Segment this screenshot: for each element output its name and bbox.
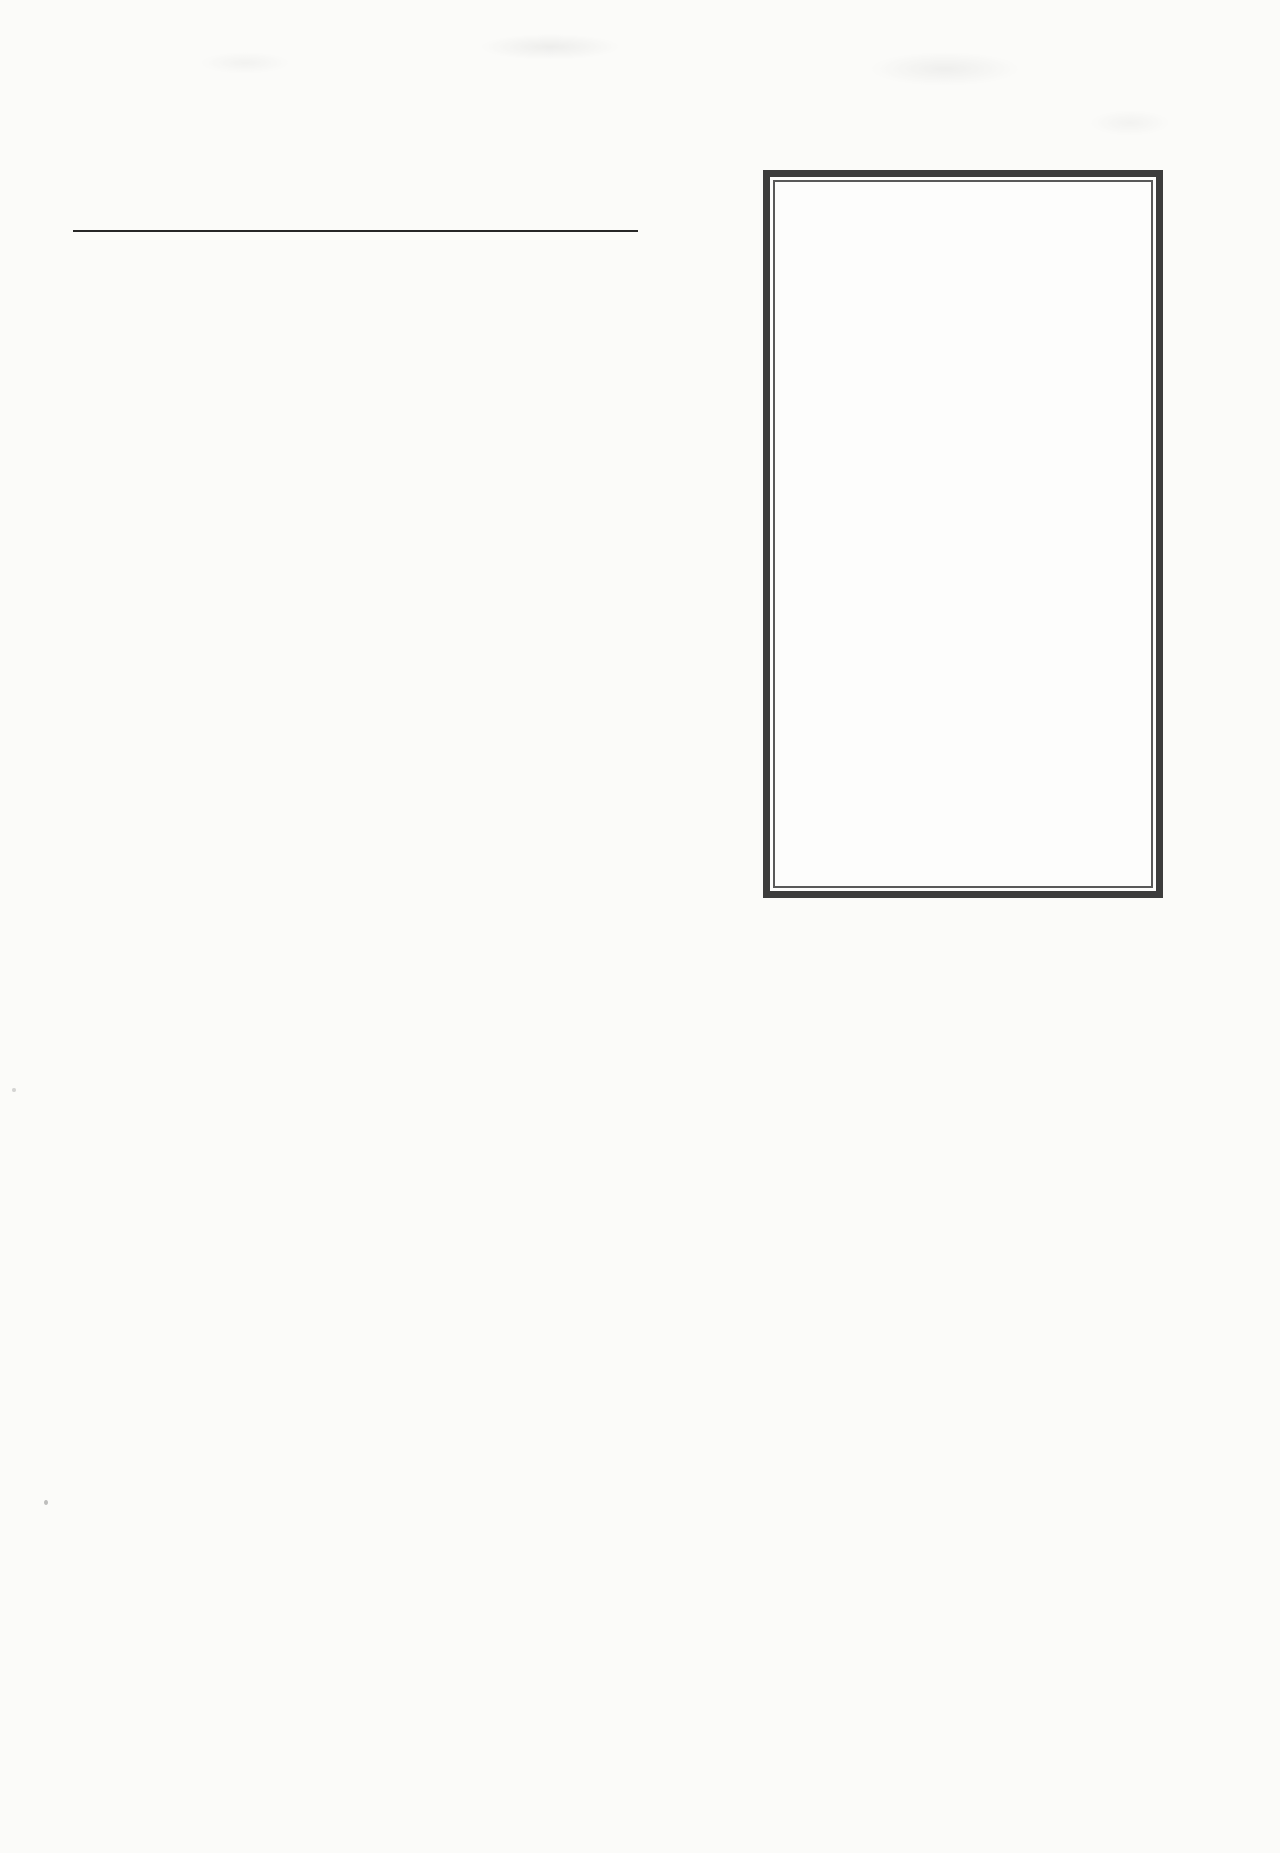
scan-smudge [1090,110,1170,136]
scan-smudge [200,52,290,74]
title-box [763,170,1163,898]
scan-smudge [870,52,1020,86]
scan-smudge [480,34,620,60]
scan-speck [44,1500,48,1505]
title-box-inner-frame [773,180,1153,888]
scan-speck [12,1088,16,1092]
section-divider-line [73,230,638,232]
